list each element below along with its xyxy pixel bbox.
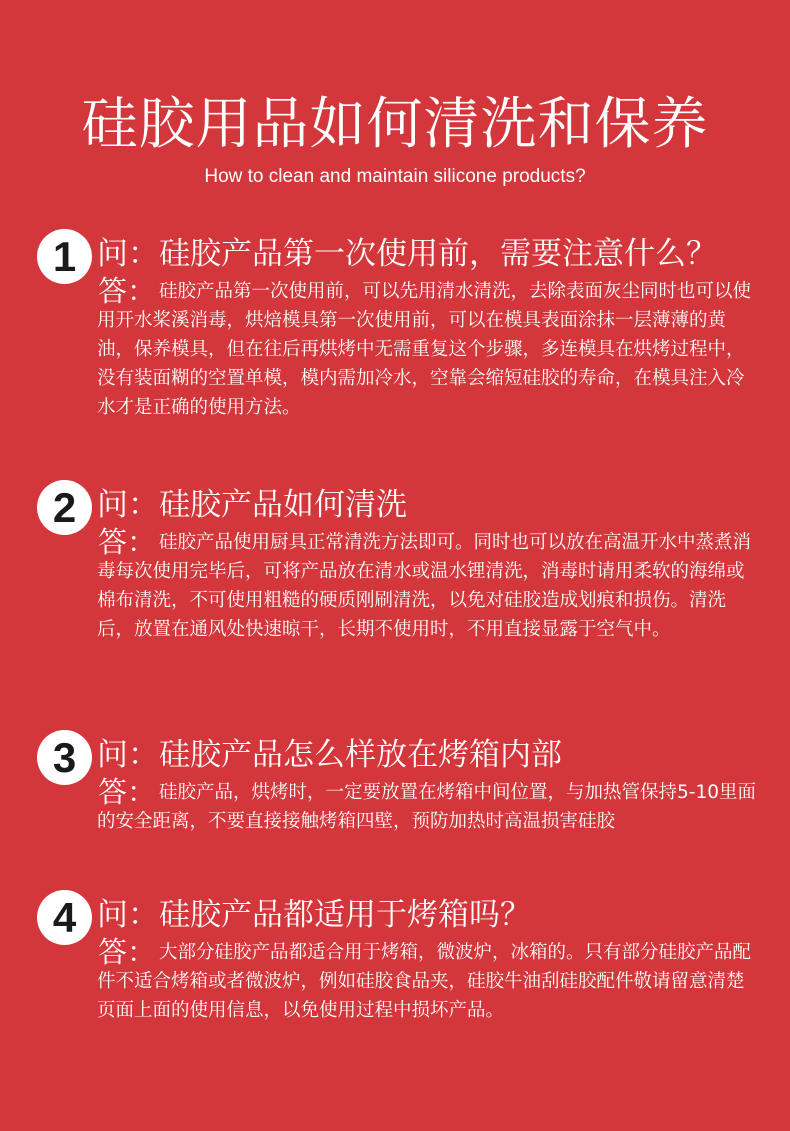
answer-text: 大部分硅胶产品都适合用于烤箱，微波炉，冰箱的。只有部分硅胶产品配件不适合烤箱或者微波炉，例如硅胶食品夹，硅胶牛油刮硅胶配件敬请留意清楚页面上面的使用信息，以免使用过程中损坏产品。 <box>97 942 752 1021</box>
question-text: 问：硅胶产品第一次使用前，需要注意什么？ <box>97 236 717 272</box>
question-text: 问：硅胶产品都适用于烤箱吗？ <box>97 897 531 933</box>
answer-text: 硅胶产品第一次使用前，可以先用清水清洗，去除表面灰尘同时也可以使用开水桨溪消毒，烘焙模具第一次使用前，可以在模具表面涂抹一层薄薄的黄油，保养模具，但在往后再烘烤中无需重复这个步骤，多连模具在烘烤过程中，没有装面糊的空置单模，模内需加冷水，空靠会缩短硅胶的寿命，在模具注入冷水才是正确的使用方法。 <box>97 281 752 418</box>
answer-text: 硅胶产品，烘烤时，一定要放置在烤箱中间位置，与加热管保持5-10里面的安全距离，不要直接接触烤箱四壁，预防加热时高温损害硅胶 <box>97 782 756 832</box>
number-badge: 3 <box>37 730 92 785</box>
answer-text: 硅胶产品使用厨具正常清洗方法即可。同时也可以放在高温开水中蒸煮消毒每次使用完毕后，可将产品放在清水或温水锂清洗，消毒时请用柔软的海绵或棉布清洗，不可使用粗糙的硬质刚刷清洗，以免对硅胶造成划痕和损伤。清洗后，放置在通风处快速晾干，长期不使用时，不用直接显露于空气中。 <box>97 532 752 640</box>
page-subtitle: How to clean and maintain silicone products? <box>204 166 586 187</box>
number-badge: 1 <box>37 229 92 284</box>
answer-prefix: 答： <box>98 935 157 969</box>
answer-prefix: 答： <box>98 525 157 559</box>
page-title: 硅胶用品如何清洗和保养 <box>81 92 709 157</box>
answer-prefix: 答： <box>98 274 157 308</box>
number-badge: 2 <box>37 480 92 535</box>
question-text: 问：硅胶产品怎么样放在烤箱内部 <box>97 737 562 773</box>
answer-prefix: 答： <box>98 775 157 809</box>
question-text: 问：硅胶产品如何清洗 <box>97 487 407 523</box>
number-badge: 4 <box>37 890 92 945</box>
